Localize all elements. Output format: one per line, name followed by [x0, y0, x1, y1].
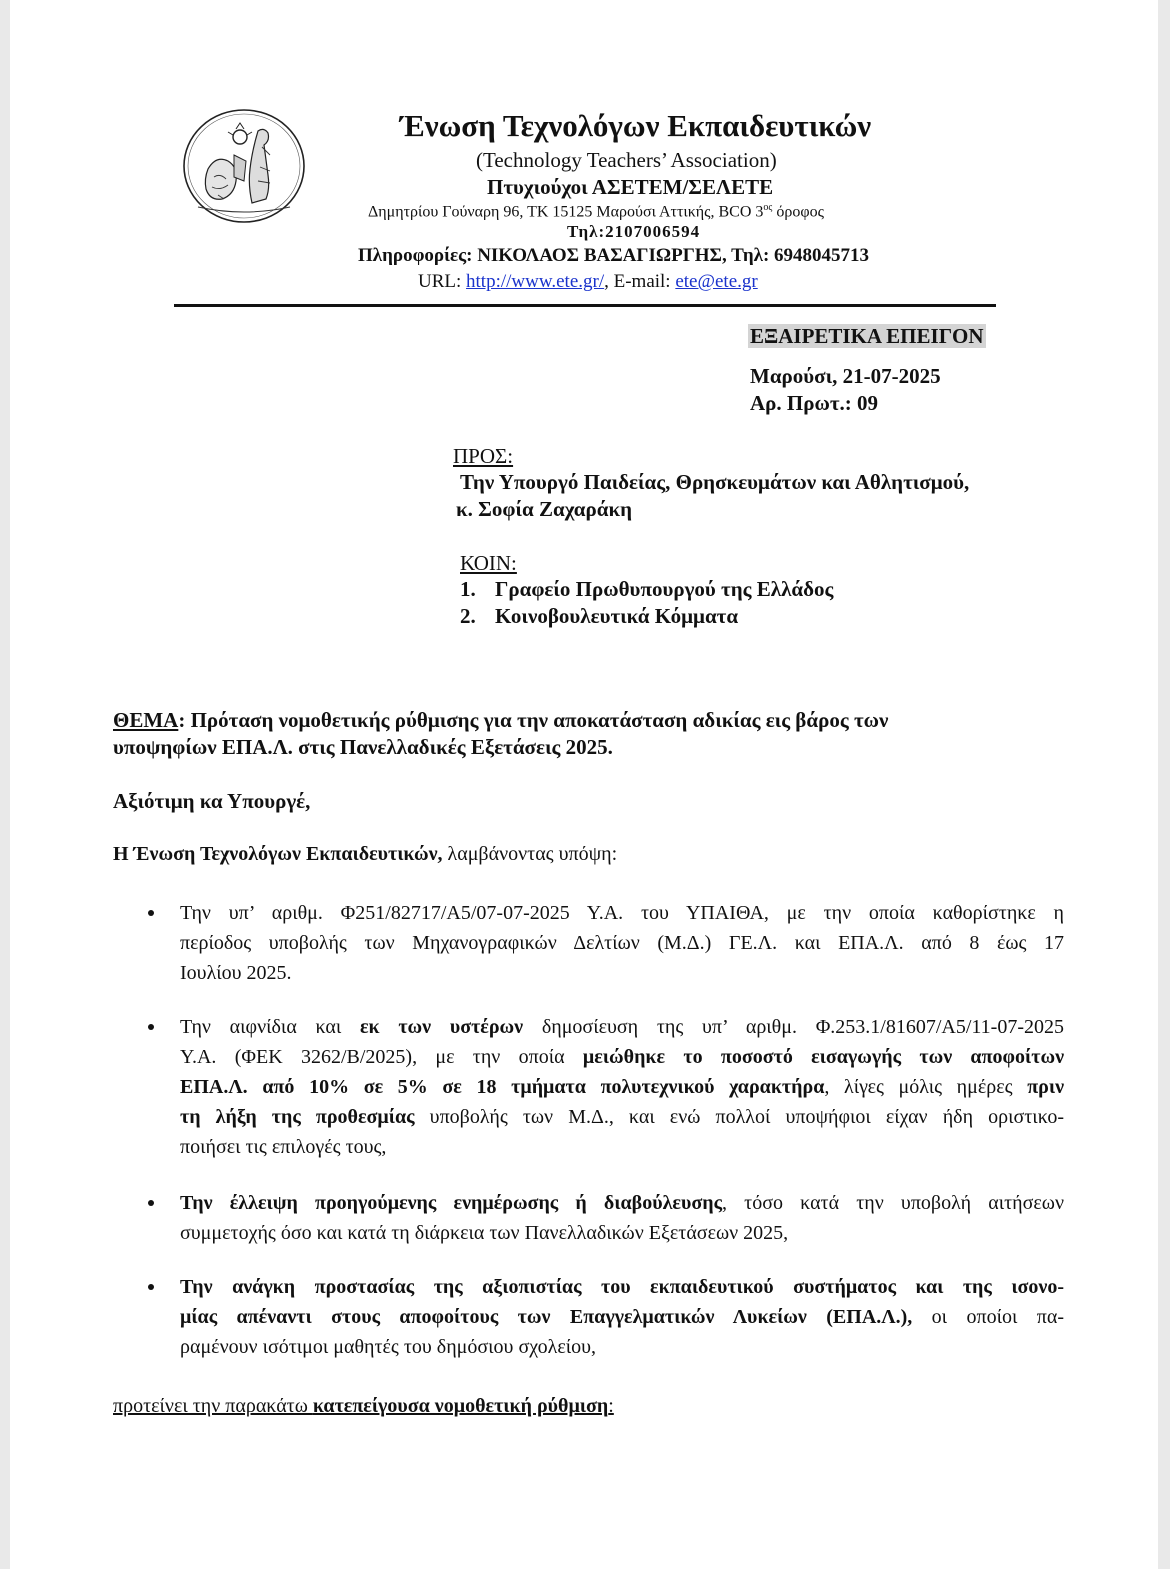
bullet-paragraph-2 — [180, 1012, 1064, 1162]
salutation: Αξιότιμη κα Υπουργέ, — [113, 789, 311, 813]
to-recipient-line1: Την Υπουργό Παιδείας, Θρησκευμάτων και Αθλητισμού, — [460, 470, 970, 494]
address-floor: όροφος — [772, 203, 824, 221]
contact-line — [418, 271, 758, 293]
url-label: URL: — [418, 271, 467, 292]
text-run: υποβολής των Μ.Δ., και ενώ πολλοί υποψήφιοι είχαν ήδη οριστικο- — [414, 1106, 1064, 1128]
bold-run: Την έλλειψη προηγούμενης ενημέρωσης ή διαβούλευσης — [180, 1192, 723, 1214]
paragraph-line — [180, 1188, 1064, 1218]
cc-item-text: Γραφείο Πρωθυπουργού της Ελλάδος — [495, 577, 834, 601]
cc-item — [460, 604, 738, 629]
paragraph-line — [180, 1012, 1064, 1042]
paragraph-line: ραμένουν ισότιμοι μαθητές του δημόσιου σχολείου, — [180, 1336, 597, 1358]
text-run: Την αιφνίδια και — [180, 1016, 360, 1038]
intro-line — [113, 843, 617, 866]
cc-item-number: 2. — [460, 604, 476, 628]
paragraph-line: περίοδος υποβολής των Μηχανογραφικών Δελτίων (Μ.Δ.) ΓΕ.Λ. και ΕΠΑ.Λ. από 8 έως 17 — [180, 932, 1064, 954]
text-run: προτείνει την παρακάτω — [113, 1395, 313, 1417]
intro-text: λαμβάνοντας υπόψη: — [442, 843, 618, 865]
paragraph-line — [180, 1072, 1064, 1102]
protocol-number: Αρ. Πρωτ.: 09 — [750, 391, 878, 415]
text-run: , τόσο κατά την υποβολή αιτήσεων — [722, 1192, 1064, 1214]
address-text: Δημητρίου Γούναρη 96, ΤΚ 15125 Μαρούσι Αττικής, ΒCO 3 — [368, 203, 764, 221]
bullet-dot — [148, 910, 154, 916]
cc-item — [460, 577, 833, 602]
bold-run: μειώθηκε το ποσοστό εισαγωγής των αποφοίτων — [582, 1046, 1065, 1068]
bold-run: εκ των υστέρων — [359, 1016, 524, 1038]
bold-run: κατεπείγουσα νομοθετική ρύθμιση — [312, 1395, 609, 1417]
email-label: , E-mail: — [604, 271, 676, 292]
text-run: : — [608, 1395, 614, 1417]
paragraph-line — [180, 1302, 1064, 1332]
cc-item-number: 1. — [460, 577, 476, 601]
bullet-dot — [148, 1284, 154, 1290]
closing-line — [113, 1395, 614, 1418]
info-line: Πληροφορίες: ΝΙΚΟΛΑΟΣ ΒΑΣΑΓΙΩΡΓΗΣ, Τηλ: 6948045713 — [358, 245, 870, 266]
intro-org: Η Ένωση Τεχνολόγων Εκπαιδευτικών, — [113, 843, 443, 865]
bullet-paragraph-4 — [180, 1272, 1064, 1362]
bold-run: τη λήξη της προθεσμίας — [180, 1106, 415, 1128]
cc-item-text: Κοινοβουλευτικά Κόμματα — [495, 604, 739, 628]
website-link[interactable]: http://www.ete.gr/ — [466, 271, 605, 292]
paragraph-line: Την ανάγκη προστασίας της αξιοπιστίας του εκπαιδευτικού συστήματος και της ισονο- — [180, 1276, 1064, 1298]
bold-run: πριν — [1027, 1076, 1064, 1098]
text-run: δημοσίευση της υπ’ αριθμ. Φ.253.1/81607/Α5/11-07-2025 — [523, 1016, 1065, 1038]
to-recipient-line2: κ. Σοφία Ζαχαράκη — [456, 497, 633, 521]
subject-line2: υποψηφίων ΕΠΑ.Λ. στις Πανελλαδικές Εξετάσεις 2025. — [113, 735, 613, 759]
address-line — [368, 202, 824, 221]
text-run: Υ.Α. (ΦΕΚ 3262/Β/2025), με την οποία — [180, 1046, 583, 1068]
paragraph-line: Ιουλίου 2025. — [180, 962, 292, 984]
urgent-highlight: ΕΞΑΙΡΕΤΙΚΑ ΕΠΕΙΓΟΝ — [750, 324, 984, 348]
date-line: Μαρούσι, 21-07-2025 — [750, 364, 941, 388]
paragraph-line: Την υπ’ αριθμ. Φ251/82717/Α5/07-07-2025 Υ.Α. του ΥΠΑΙΘΑ, με την οποία καθορίστηκε η — [180, 902, 1064, 924]
bullet-dot — [148, 1024, 154, 1030]
header-divider — [174, 304, 996, 307]
bullet-paragraph-1 — [180, 898, 1064, 988]
association-seal-logo — [178, 107, 310, 225]
paragraph-line: ποιήσει τις επιλογές τους, — [180, 1136, 387, 1158]
bold-run: μίας απέναντι στους αποφοίτους των Επαγγελματικών Λυκείων (ΕΠΑ.Λ.), — [180, 1306, 913, 1328]
subject-line1 — [113, 708, 888, 733]
phone-line: Τηλ:2107006594 — [567, 222, 701, 241]
urgent-label — [748, 324, 986, 349]
to-label: ΠΡΟΣ: — [453, 444, 514, 468]
document-page — [10, 0, 1158, 1569]
text-run: οι οποίοι πα- — [912, 1306, 1064, 1328]
paragraph-line: συμμετοχής όσο και κατά τη διάρκεια των Πανελλαδικών Εξετάσεων 2025, — [180, 1222, 789, 1244]
org-name: Ένωση Τεχνολόγων Εκπαιδευτικών — [400, 108, 872, 143]
text-run: , λίγες μόλις ημέρες — [824, 1076, 1028, 1098]
subject-text: : Πρόταση νομοθετικής ρύθμισης για την αποκατάσταση αδικίας εις βάρος των — [178, 708, 889, 732]
bold-run: ΕΠΑ.Λ. από 10% σε 5% σε 18 τμήματα πολυτεχνικού χαρακτήρα — [180, 1076, 825, 1098]
org-name-english: (Technology Teachers’ Association) — [476, 148, 777, 172]
bullet-paragraph-3 — [180, 1188, 1064, 1248]
bullet-dot — [148, 1200, 154, 1206]
subject-label: ΘΕΜΑ — [113, 708, 179, 732]
email-link[interactable]: ete@ete.gr — [675, 271, 758, 292]
address-superscript: ος — [763, 202, 773, 213]
paragraph-line — [180, 1042, 1064, 1072]
graduates-line: Πτυχιούχοι ΑΣΕΤΕΜ/ΣΕΛΕΤΕ — [487, 175, 774, 199]
cc-label: ΚΟΙΝ: — [460, 551, 517, 575]
paragraph-line — [180, 1102, 1064, 1132]
